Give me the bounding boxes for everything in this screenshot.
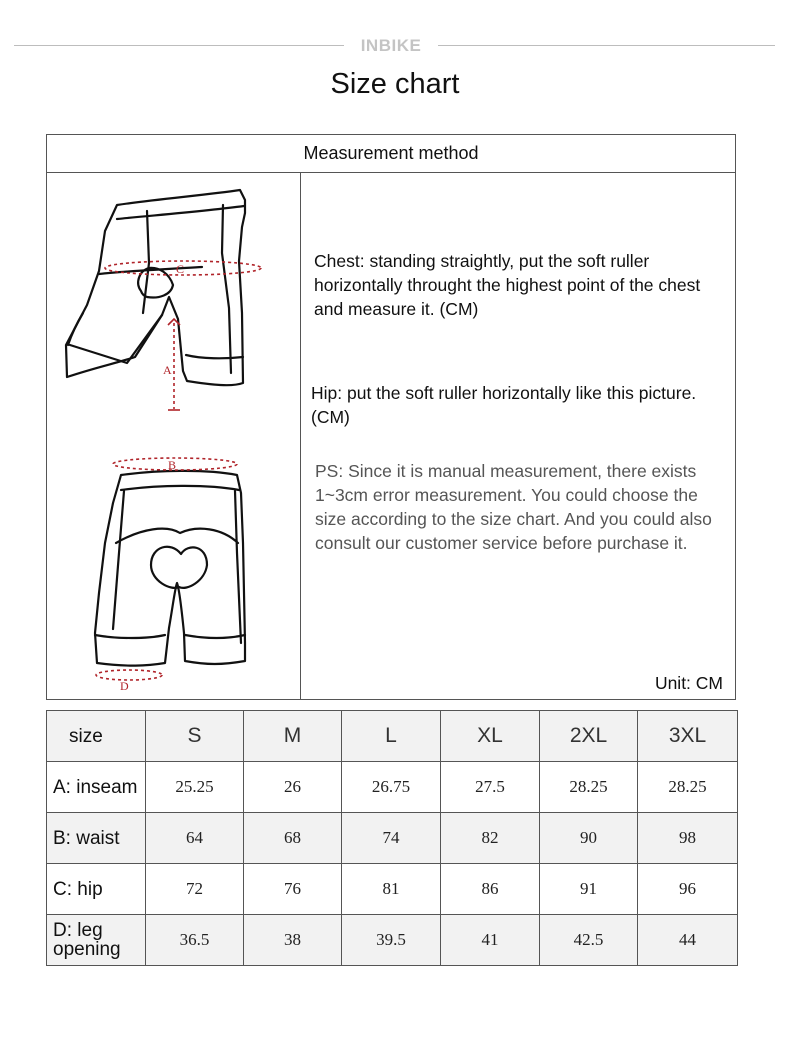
table-cell: 39.5 — [342, 915, 441, 966]
brand-divider-left — [14, 45, 344, 46]
table-cell: 81 — [342, 864, 441, 915]
table-cell: 28.25 — [540, 762, 638, 813]
shorts-back-view-icon — [95, 471, 245, 666]
table-cell: 64 — [146, 813, 244, 864]
table-cell: 27.5 — [441, 762, 540, 813]
unit-label: Unit: CM — [654, 673, 723, 693]
table-row-waist — [47, 813, 738, 864]
table-cell: 28.25 — [638, 762, 738, 813]
table-cell: 98 — [638, 813, 738, 864]
header-cell-xl: XL — [441, 711, 540, 762]
measurement-method-header: Measurement method — [47, 135, 735, 173]
shorts-diagram — [47, 173, 300, 700]
brand-row — [0, 36, 790, 56]
chest-instructions: Chest: standing straightly, put the soft ruller horizontally throught the highest point of the chest and measure it. (CM) — [314, 251, 701, 319]
table-cell: 36.5 — [146, 915, 244, 966]
table-cell: 76 — [244, 864, 342, 915]
table-header-row — [47, 711, 738, 762]
panel-divider — [300, 172, 301, 699]
table-cell: 42.5 — [540, 915, 638, 966]
table-cell: 96 — [638, 864, 738, 915]
row-label: C: hip — [47, 864, 146, 915]
measurement-method-panel — [46, 134, 736, 700]
table-cell: 86 — [441, 864, 540, 915]
table-cell: 74 — [342, 813, 441, 864]
table-cell: 26.75 — [342, 762, 441, 813]
table-cell: 25.25 — [146, 762, 244, 813]
header-cell-m: M — [244, 711, 342, 762]
label-b: B — [168, 458, 177, 472]
ps-note: PS: Since it is manual measurement, there exists 1~3cm error measurement. You could choose the size according to the size chart. And you could also consult our customer service before purchase it. — [315, 461, 712, 553]
size-table — [46, 710, 738, 966]
label-d: D — [120, 679, 129, 693]
table-cell: 90 — [540, 813, 638, 864]
table-cell: 82 — [441, 813, 540, 864]
row-label: A: inseam — [47, 762, 146, 813]
measure-line-d — [96, 670, 162, 680]
table-cell: 91 — [540, 864, 638, 915]
brand-divider-right — [438, 45, 775, 46]
header-cell-l: L — [342, 711, 441, 762]
row-label: D: leg opening — [47, 915, 146, 966]
page-title: Size chart — [330, 68, 460, 100]
table-cell: 68 — [244, 813, 342, 864]
header-cell-3xl: 3XL — [638, 711, 738, 762]
table-row-inseam — [47, 762, 738, 813]
hip-instructions: Hip: put the soft ruller horizontally like this picture. (CM) — [311, 383, 697, 427]
row-label: B: waist — [47, 813, 146, 864]
table-cell: 72 — [146, 864, 244, 915]
header-cell-s: S — [146, 711, 244, 762]
table-cell: 41 — [441, 915, 540, 966]
table-row-leg-opening — [47, 915, 738, 966]
header-cell-2xl: 2XL — [540, 711, 638, 762]
shorts-side-view-icon — [66, 190, 245, 385]
brand-name: INBIKE — [360, 36, 422, 55]
table-cell: 38 — [244, 915, 342, 966]
shorts-diagram-cell — [47, 173, 300, 700]
table-row-hip — [47, 864, 738, 915]
label-a: A — [163, 363, 172, 377]
label-c: C — [176, 262, 185, 276]
header-cell-size: size — [47, 711, 146, 762]
table-cell: 26 — [244, 762, 342, 813]
table-cell: 44 — [638, 915, 738, 966]
